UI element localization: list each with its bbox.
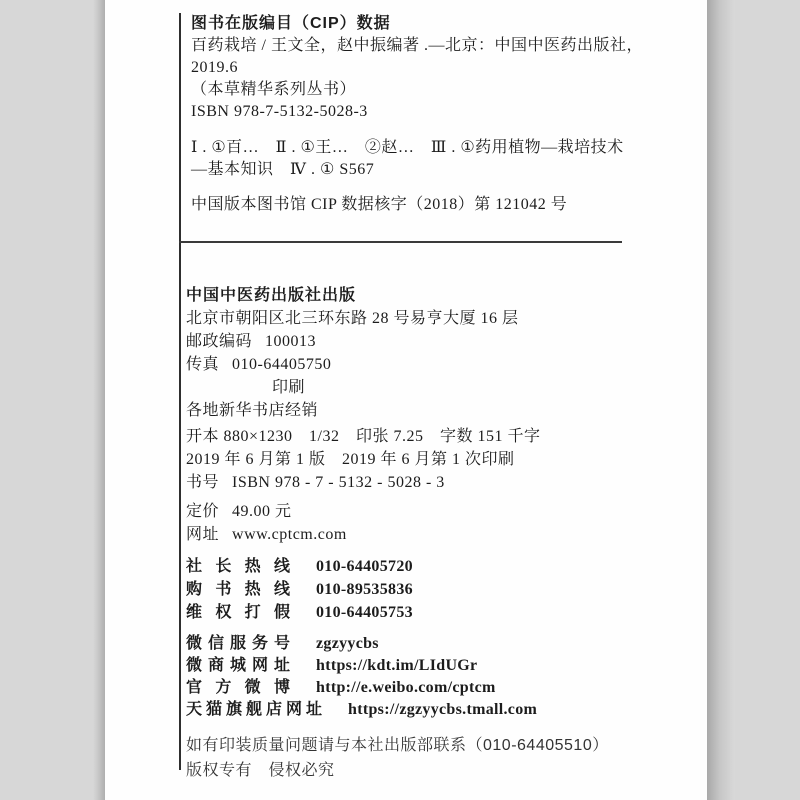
- cip-classification-line: —基本知识 Ⅳ . ① S567: [191, 161, 375, 178]
- left-vertical-rule: [179, 13, 181, 770]
- quality-notice: 如有印装质量问题请与本社出版部联系（010-64405510）: [186, 737, 609, 754]
- price-line: [186, 500, 677, 523]
- postal-code-line: [186, 330, 677, 353]
- online-row: [186, 699, 677, 721]
- printing-specs-block: [186, 425, 677, 494]
- hotline-row: [186, 555, 677, 578]
- edition-line: 2019 年 6 月第 1 版 2019 年 6 月第 1 次印刷: [186, 451, 515, 468]
- hotline-label: 社长热线: [186, 558, 294, 575]
- cip-title-line: 百药栽培 / 王文全，赵中振编著 .—北京：中国中医药出版社，: [191, 37, 643, 54]
- price-label: 定价: [186, 503, 220, 520]
- publisher-block: [186, 284, 677, 422]
- website-url: www.cptcm.com: [232, 526, 347, 543]
- hotline-label: 维权打假: [186, 604, 294, 621]
- website-line: [186, 523, 677, 546]
- hotline-label: 购书热线: [186, 581, 294, 598]
- cip-year-line: 2019.6: [191, 59, 238, 76]
- fax-number: 010-64405750: [232, 356, 332, 373]
- price-value: 49.00 元: [232, 503, 292, 520]
- copyright-notice: 版权专有 侵权必究: [186, 762, 335, 779]
- publisher-address: 北京市朝阳区北三环东路 28 号易亨大厦 16 层: [186, 310, 519, 327]
- wechat-service-label: 微信服务号: [186, 635, 294, 652]
- page-left-edge-shadow: [93, 0, 105, 800]
- fax-label: 传真: [186, 356, 220, 373]
- hotline-row: [186, 578, 677, 601]
- hotline-number: 010-89535836: [316, 581, 413, 598]
- book-number-line: [186, 471, 677, 494]
- online-channels-block: [186, 633, 677, 721]
- hotline-number: 010-64405753: [316, 604, 413, 621]
- cip-classification-line: Ⅰ . ①百… Ⅱ . ①王… ②赵… Ⅲ . ①药用植物—栽培技术: [191, 139, 624, 156]
- weibo-url: http://e.weibo.com/cptcm: [316, 679, 496, 696]
- price-block: [186, 500, 677, 546]
- publisher-name: 中国中医药出版社出版: [186, 287, 357, 304]
- micro-mall-url: https://kdt.im/LIdUGr: [316, 657, 478, 674]
- footer-notices-block: [186, 733, 677, 783]
- online-row: [186, 677, 677, 699]
- book-number-label: 书号: [186, 474, 220, 491]
- tmall-store-label: 天猫旗舰店网址: [186, 701, 327, 718]
- printer-line: 印刷: [272, 379, 306, 396]
- cip-isbn-line: ISBN 978-7-5132-5028-3: [191, 103, 368, 120]
- section-divider-rule: [179, 241, 622, 243]
- cip-block: [186, 13, 677, 216]
- hotline-row: [186, 601, 677, 624]
- weibo-label: 官方微博: [186, 679, 294, 696]
- micro-mall-label: 微商城网址: [186, 657, 294, 674]
- online-row: [186, 655, 677, 677]
- hotline-number: 010-64405720: [316, 558, 413, 575]
- format-line: 开本 880×1230 1/32 印张 7.25 字数 151 千字: [186, 428, 541, 445]
- tmall-store-url: https://zgzyycbs.tmall.com: [348, 701, 538, 718]
- postal-code-label: 邮政编码: [186, 333, 253, 350]
- online-row: [186, 633, 677, 655]
- book-page: [105, 0, 707, 800]
- cip-series-line: （本草精华系列丛书）: [191, 81, 357, 98]
- hotlines-block: [186, 555, 677, 624]
- fax-line: [186, 353, 677, 376]
- postal-code-value: 100013: [265, 333, 317, 350]
- page-right-edge-shadow: [707, 0, 735, 800]
- wechat-service-id: zgzyycbs: [316, 635, 379, 652]
- book-number-value: ISBN 978 - 7 - 5132 - 5028 - 3: [232, 474, 445, 491]
- distribution-line: 各地新华书店经销: [186, 402, 319, 419]
- cip-registry-line: 中国版本图书馆 CIP 数据核字（2018）第 121042 号: [191, 196, 568, 213]
- website-label: 网址: [186, 526, 220, 543]
- cip-heading: 图书在版编目（CIP）数据: [191, 15, 391, 32]
